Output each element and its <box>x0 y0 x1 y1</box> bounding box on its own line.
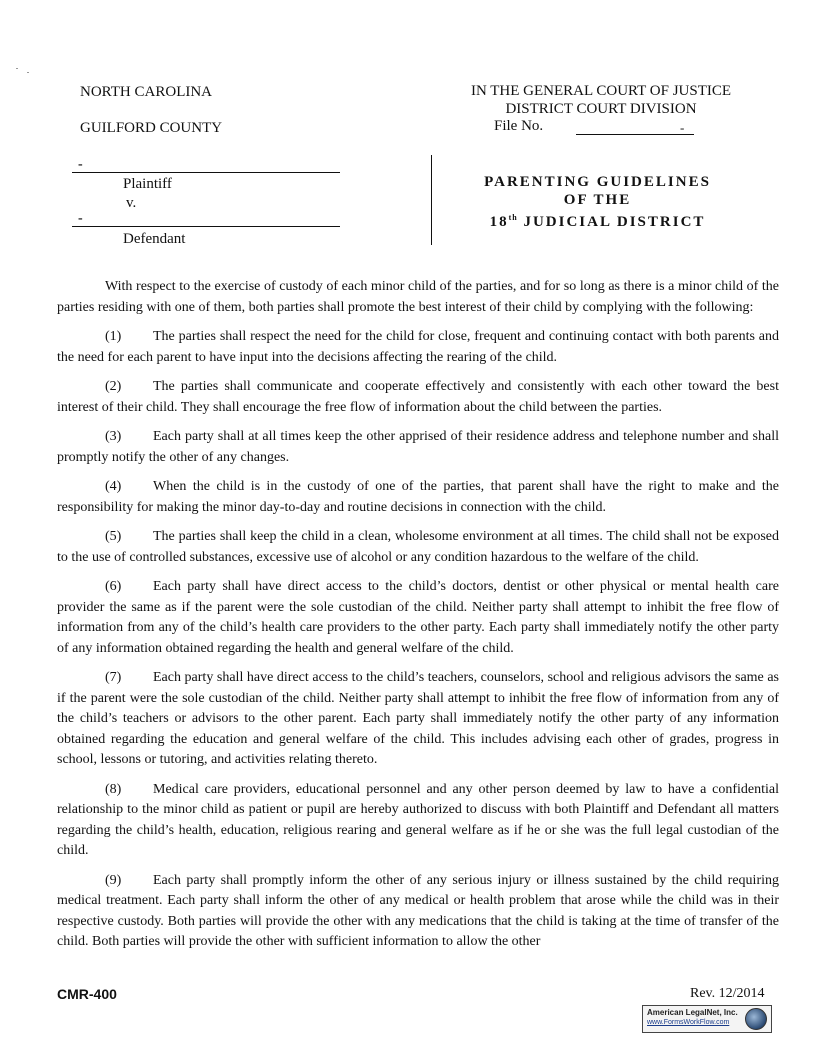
form-id: CMR-400 <box>57 986 117 1002</box>
file-no-field[interactable] <box>576 134 694 135</box>
intro-paragraph: With respect to the exercise of custody of each minor child of the parties, and for so long as there is a minor child of the parties residing with one of them, both parties shall promote the best interest of their child by complying with the following: <box>57 279 779 315</box>
county-name: GUILFORD COUNTY <box>80 120 223 136</box>
paragraph-text: Each party shall have direct access to the child’s teachers, counselors, school and religious advisors the same as if the parent were the sole custodian of the child. Neither party shall attempt to inhibit the free flow of information from any of the child’s teachers or advisors to the other parent. Each party shall immediately notify the other party of any information obtained regarding the education and general welfare of the child. This includes advising each other of grades, progress in school, lessons or tutoring, and activities relating thereto. <box>57 670 779 767</box>
defendant-name-field[interactable] <box>72 226 340 227</box>
paragraph-text: The parties shall keep the child in a clean, wholesome environment at all times. The child shall not be exposed to the use of controlled substances, excessive use of alcohol or any condition hazardous to the welfare of the child. <box>57 529 779 565</box>
guideline-paragraph <box>57 327 779 368</box>
guideline-paragraph <box>57 427 779 468</box>
guideline-paragraph <box>57 577 779 659</box>
title-line-3 <box>470 209 725 231</box>
paragraph-number: (2) <box>105 379 122 394</box>
guideline-paragraph <box>57 871 779 953</box>
district-number: 18 <box>489 214 509 230</box>
court-line-2: DISTRICT COURT DIVISION <box>505 101 697 117</box>
title-line-1: PARENTING GUIDELINES <box>484 174 711 190</box>
versus-label: v. <box>126 195 137 211</box>
caption-divider <box>431 155 432 245</box>
paragraph-text: Each party shall at all times keep the other apprised of their residence address and telephone number and shall promptly notify the other of any changes. <box>57 429 779 465</box>
legalnet-badge[interactable] <box>642 1005 772 1033</box>
paragraph-text: Medical care providers, educational personnel and any other person deemed by law to have a confidential relationship to the minor child as patient or pupil are hereby authorized to discuss with both Plaintiff and Defendant all matters regarding the child’s health, education, religious rearing and general welfare as if he or she was the full legal custodian of the child. <box>57 781 779 858</box>
paragraph-text: Each party shall have direct access to the child’s doctors, dentist or other physical or mental health care provider the same as if the parent were the sole custodian of the child. Neither party shall attempt to inhibit the free flow of information from any of the child’s health care providers to the other party. Each party shall immediately notify the other party of any information obtained regarding the health and general welfare of the child. <box>57 579 779 656</box>
defendant-dash: - <box>78 211 83 226</box>
file-no-label: File No. <box>494 118 544 134</box>
paragraph-number: (4) <box>105 479 122 494</box>
paragraph-text: When the child is in the custody of one of the parties, that parent shall have the right to make and the responsibility for making the minor day-to-day and routine decisions in connection with the child. <box>57 479 779 515</box>
guideline-paragraph <box>57 780 779 862</box>
guidelines-body <box>57 277 779 962</box>
guideline-paragraph <box>57 477 779 518</box>
badge-name: American LegalNet, Inc. <box>647 1008 738 1017</box>
court-heading <box>456 82 746 118</box>
district-ordinal: th <box>508 213 518 222</box>
paragraph-text: Each party shall promptly inform the other of any serious injury or illness sustained by the child requiring medical treatment. Each party shall inform the other of any medical or health problem that arose while the child was in their respective custody. Both parties will provide the other with any medications that the child is taking at the time of transfer of the child. Both parties will provide the other with sufficient information to allow the other <box>57 872 779 949</box>
state-name: NORTH CAROLINA <box>80 84 213 100</box>
revision-date: Rev. 12/2014 <box>690 986 765 1001</box>
paragraph-number: (1) <box>105 329 122 344</box>
paragraph-number: (9) <box>105 872 122 888</box>
paragraph-number: (5) <box>105 529 122 544</box>
paragraph-text: The parties shall respect the need for the child for close, frequent and continuing contact with both parents and the need for each parent to have input into the decisions affecting the rearing of the child. <box>57 329 779 365</box>
district-text: JUDICIAL DISTRICT <box>523 214 706 230</box>
court-line-1: IN THE GENERAL COURT OF JUSTICE <box>470 83 732 99</box>
guideline-paragraph <box>57 527 779 568</box>
plaintiff-dash: - <box>78 157 83 172</box>
paragraph-number: (8) <box>105 781 122 797</box>
paragraph-number: (6) <box>105 579 122 594</box>
paragraph-number: (7) <box>105 670 122 685</box>
globe-icon <box>745 1008 767 1030</box>
plaintiff-label: Plaintiff <box>123 176 172 192</box>
scan-speck <box>27 72 29 73</box>
badge-url-link[interactable]: www.FormsWorkFlow.com <box>647 1019 730 1026</box>
paragraph-number: (3) <box>105 429 122 444</box>
plaintiff-name-field[interactable] <box>72 172 340 173</box>
guideline-paragraph <box>57 668 779 771</box>
guideline-paragraph <box>57 377 779 418</box>
defendant-label: Defendant <box>123 231 186 247</box>
document-title <box>470 173 725 231</box>
scan-speck <box>16 68 18 69</box>
file-no-dash: - <box>680 120 685 135</box>
paragraph-text: The parties shall communicate and cooperate effectively and consistently with each other toward the best interest of their child. They shall encourage the free flow of information about the child between the parties. <box>57 379 779 415</box>
title-line-2: OF THE <box>563 192 632 208</box>
